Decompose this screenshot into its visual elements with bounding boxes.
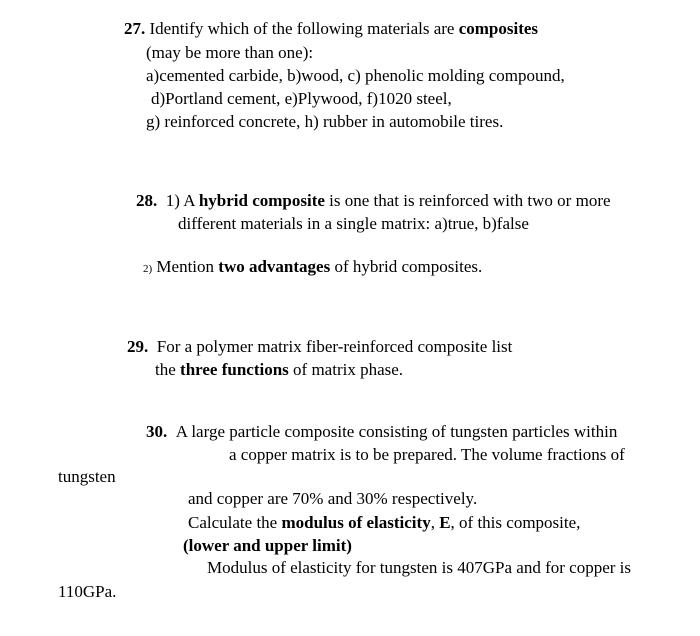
q27-keyword: composites [458, 19, 539, 38]
q30-line-5: Calculate the modulus of elasticity, E, of this composite, [188, 513, 581, 532]
q30-line-6: (lower and upper limit) [183, 536, 352, 555]
q28-line-2: different materials in a single matrix: a)true, b)false [178, 214, 529, 233]
q27-line-4: d)Portland cement, e)Plywood, f)1020 steel, [151, 89, 452, 108]
q27-number: 27. [124, 19, 146, 38]
q27-line-5: g) reinforced concrete, h) rubber in automobile tires. [146, 112, 504, 131]
q30-keyword: modulus of elasticity [281, 513, 431, 532]
q27-line-2: (may be more than one): [146, 43, 314, 62]
q28-part-2-number: 2) [143, 263, 153, 275]
q28-number: 28. [136, 191, 158, 210]
q28-line-1: 28. 1) A hybrid composite is one that is reinforced with two or more [136, 191, 611, 210]
q30-line-2: a copper matrix is to be prepared. The volume fractions of [229, 445, 625, 464]
q28-part-2-keyword: two advantages [218, 257, 331, 276]
q30-line-4: and copper are 70% and 30% respectively. [188, 489, 478, 508]
q28-part-2: 2) Mention two advantages of hybrid composites. [143, 257, 483, 276]
q29-line-1: 29. For a polymer matrix fiber-reinforced composite list [127, 337, 513, 356]
q29-number: 29. [127, 337, 149, 356]
q30-line-1: 30. A large particle composite consisting of tungsten particles within [146, 422, 618, 441]
q30-line-8: 110GPa. [58, 582, 117, 601]
q30-symbol-e: E [439, 513, 451, 532]
q30-line-7: Modulus of elasticity for tungsten is 407GPa and for copper is [207, 558, 631, 577]
q30-line-3: tungsten [58, 467, 116, 486]
q29-keyword: three functions [180, 360, 289, 379]
q27-line-1 [124, 19, 538, 39]
q29-line-2: the three functions of matrix phase. [155, 360, 404, 379]
q27-line-3: a)cemented carbide, b)wood, c) phenolic molding compound, [146, 66, 565, 85]
q28-keyword: hybrid composite [198, 191, 325, 210]
q27-text: Identify which of the following materials are [149, 19, 459, 38]
q30-number: 30. [146, 422, 168, 441]
